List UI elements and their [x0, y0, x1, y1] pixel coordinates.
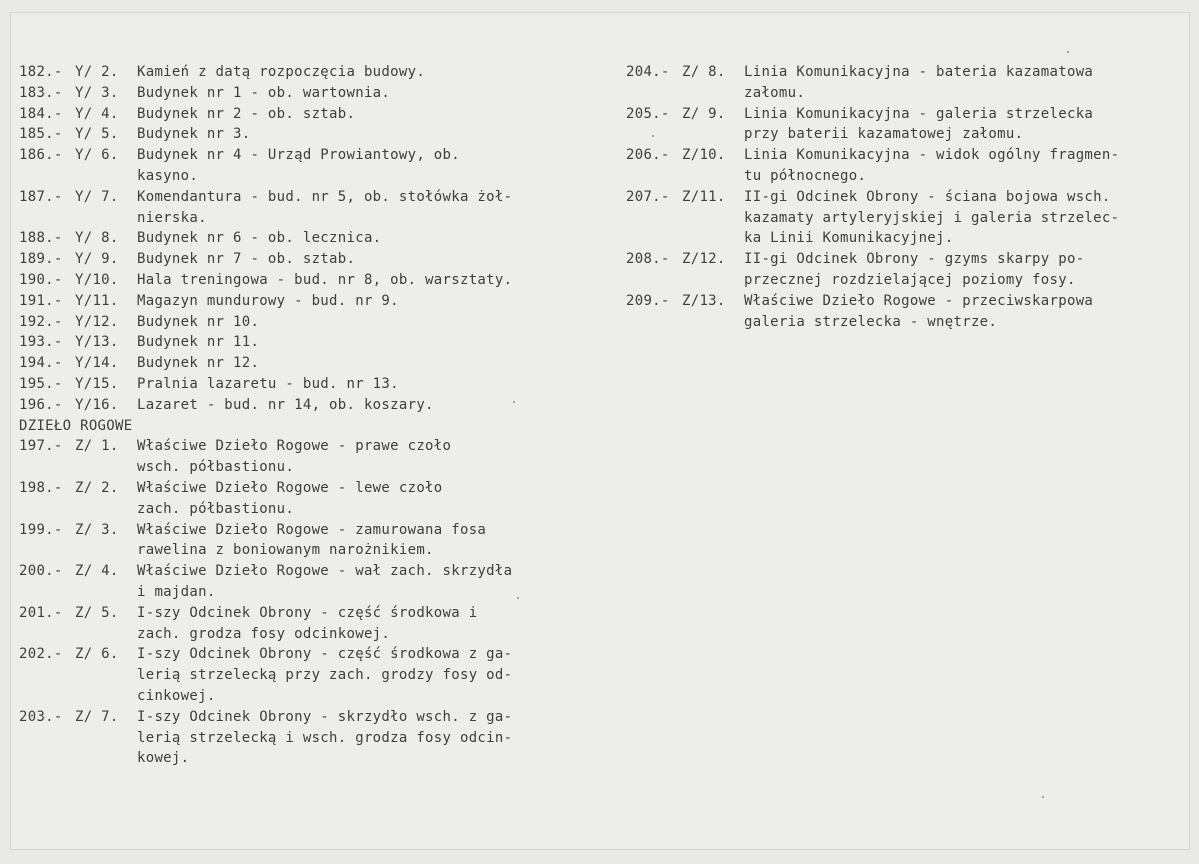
description-line: I-szy Odcinek Obrony - skrzydło wsch. z ga-	[137, 708, 513, 725]
entry-number: 184.-	[19, 105, 63, 122]
entry-code: Y/ 4.	[75, 105, 119, 122]
entry-code: Z/11.	[682, 188, 726, 205]
description-line: Właściwe Dzieło Rogowe - lewe czoło	[137, 479, 443, 496]
list-entry	[19, 603, 599, 645]
description-line: zach. półbastionu.	[137, 500, 295, 517]
list-entry	[626, 187, 1186, 249]
entry-number: 204.-	[626, 64, 670, 80]
entry-code: Y/ 5.	[75, 126, 119, 143]
entry-description	[137, 561, 599, 603]
list-entry	[626, 291, 1186, 333]
description-line: kasyno.	[137, 167, 199, 184]
entry-description	[137, 187, 599, 229]
description-line: Budynek nr 3.	[137, 126, 251, 143]
description-line: Budynek nr 12.	[137, 355, 260, 372]
entry-description	[137, 249, 599, 270]
section-heading: DZIEŁO ROGOWE	[19, 417, 133, 434]
entry-description	[137, 707, 599, 769]
entry-number: 206.-	[626, 147, 670, 164]
description-line: Właściwe Dzieło Rogowe - przeciwskarpowa	[744, 292, 1094, 309]
entry-description	[137, 520, 599, 562]
list-entry	[19, 707, 599, 769]
description-line: Linia Komunikacyjna - bateria kazamatowa	[744, 64, 1094, 80]
entry-number: 188.-	[19, 230, 63, 247]
entry-description	[744, 291, 1186, 333]
list-entry	[626, 249, 1186, 291]
description-line: rawelina z boniowanym narożnikiem.	[137, 542, 434, 559]
entry-description	[744, 249, 1186, 291]
entry-code: Y/13.	[75, 334, 119, 351]
entry-description	[137, 291, 599, 312]
entry-code: Z/10.	[682, 147, 726, 164]
scan-speck	[1067, 51, 1069, 53]
list-entry	[19, 561, 599, 603]
entry-description	[137, 312, 599, 333]
entry-number: 192.-	[19, 313, 63, 330]
list-entry	[19, 291, 599, 312]
entry-number: 190.-	[19, 271, 63, 288]
entry-number: 208.-	[626, 251, 670, 268]
entry-code: Z/13.	[682, 292, 726, 309]
entry-code: Z/ 7.	[75, 708, 119, 725]
list-entry	[19, 83, 599, 104]
list-entry	[19, 104, 599, 125]
list-entry	[19, 395, 599, 416]
list-entry	[19, 187, 599, 229]
entry-code: Z/ 6.	[75, 646, 119, 663]
entry-description	[137, 145, 599, 187]
description-line: zach. grodza fosy odcinkowej.	[137, 625, 391, 642]
description-line: Budynek nr 4 - Urząd Prowiantowy, ob.	[137, 147, 460, 164]
entry-description	[744, 104, 1186, 146]
description-line: Budynek nr 11.	[137, 334, 260, 351]
list-entry	[19, 270, 599, 291]
description-line: II-gi Odcinek Obrony - gzyms skarpy po-	[744, 251, 1085, 268]
entry-number: 182.-	[19, 64, 63, 80]
entry-code: Y/10.	[75, 271, 119, 288]
list-entry	[19, 353, 599, 374]
description-line: I-szy Odcinek Obrony - część środkowa i	[137, 604, 478, 621]
entry-code: Z/ 8.	[682, 64, 726, 80]
entry-code: Z/ 2.	[75, 479, 119, 496]
entry-description	[137, 332, 599, 353]
description-line: Hala treningowa - bud. nr 8, ob. warsztaty.	[137, 271, 513, 288]
entry-description	[137, 436, 599, 478]
entry-number: 186.-	[19, 147, 63, 164]
left-column	[19, 62, 599, 769]
entry-number: 187.-	[19, 188, 63, 205]
description-line: Kamień z datą rozpoczęcia budowy.	[137, 64, 426, 80]
description-line: galeria strzelecka - wnętrze.	[744, 313, 998, 330]
entry-number: 189.-	[19, 251, 63, 268]
entry-list-z	[19, 436, 599, 769]
entry-number: 201.-	[19, 604, 63, 621]
description-line: Magazyn mundurowy - bud. nr 9.	[137, 292, 399, 309]
entry-code: Y/14.	[75, 355, 119, 372]
entry-number: 209.-	[626, 292, 670, 309]
list-entry	[19, 478, 599, 520]
entry-number: 196.-	[19, 396, 63, 413]
entry-description	[744, 187, 1186, 249]
entry-code: Y/ 2.	[75, 64, 119, 80]
entry-code: Y/12.	[75, 313, 119, 330]
description-line: i majdan.	[137, 583, 216, 600]
list-entry	[19, 436, 599, 478]
description-line: Linia Komunikacyjna - widok ogólny fragmen-	[744, 147, 1120, 164]
entry-code: Y/ 8.	[75, 230, 119, 247]
entry-number: 185.-	[19, 126, 63, 143]
list-entry	[626, 104, 1186, 146]
entry-code: Z/ 9.	[682, 105, 726, 122]
description-line: Budynek nr 2 - ob. sztab.	[137, 105, 356, 122]
entry-description	[137, 104, 599, 125]
entry-number: 194.-	[19, 355, 63, 372]
description-line: Właściwe Dzieło Rogowe - wał zach. skrzydła	[137, 563, 513, 580]
description-line: lerią strzelecką i wsch. grodza fosy odcin-	[137, 729, 513, 746]
entry-description	[137, 228, 599, 249]
entry-number: 197.-	[19, 438, 63, 455]
entry-number: 205.-	[626, 105, 670, 122]
list-entry	[626, 145, 1186, 187]
entry-code: Y/11.	[75, 292, 119, 309]
entry-number: 195.-	[19, 375, 63, 392]
description-line: przy baterii kazamatowej załomu.	[744, 126, 1024, 143]
description-line: Budynek nr 1 - ob. wartownia.	[137, 84, 391, 101]
entry-description	[137, 124, 599, 145]
entry-number: 193.-	[19, 334, 63, 351]
description-line: Komendantura - bud. nr 5, ob. stołówka żoł-	[137, 188, 513, 205]
entry-description	[137, 644, 599, 706]
entry-code: Y/15.	[75, 375, 119, 392]
entry-number: 198.-	[19, 479, 63, 496]
description-line: nierska.	[137, 209, 207, 226]
description-line: Lazaret - bud. nr 14, ob. koszary.	[137, 396, 434, 413]
list-entry	[19, 312, 599, 333]
entry-list-z-continued	[626, 62, 1186, 332]
description-line: Właściwe Dzieło Rogowe - prawe czoło	[137, 438, 452, 455]
entry-description	[137, 83, 599, 104]
description-line: wsch. półbastionu.	[137, 459, 295, 476]
entry-description	[137, 395, 599, 416]
list-entry	[19, 124, 599, 145]
list-entry	[19, 332, 599, 353]
list-entry	[19, 228, 599, 249]
entry-list-y	[19, 62, 599, 416]
list-entry	[626, 62, 1186, 104]
list-entry	[19, 644, 599, 706]
description-line: ka Linii Komunikacyjnej.	[744, 230, 954, 247]
entry-number: 203.-	[19, 708, 63, 725]
entry-code: Y/ 7.	[75, 188, 119, 205]
entry-code: Z/12.	[682, 251, 726, 268]
description-line: załomu.	[744, 84, 806, 101]
entry-number: 183.-	[19, 84, 63, 101]
entry-code: Z/ 4.	[75, 563, 119, 580]
entry-number: 207.-	[626, 188, 670, 205]
description-line: przecznej rozdzielającej poziomy fosy.	[744, 271, 1076, 288]
entry-description	[137, 603, 599, 645]
description-line: kowej.	[137, 750, 190, 767]
right-column	[626, 62, 1186, 332]
description-line: Budynek nr 10.	[137, 313, 260, 330]
entry-code: Z/ 5.	[75, 604, 119, 621]
entry-description	[744, 145, 1186, 187]
entry-number: 202.-	[19, 646, 63, 663]
entry-description	[137, 270, 599, 291]
entry-description	[744, 62, 1186, 104]
entry-code: Z/ 1.	[75, 438, 119, 455]
description-line: Właściwe Dzieło Rogowe - zamurowana fosa	[137, 521, 487, 538]
entry-number: 191.-	[19, 292, 63, 309]
description-line: tu północnego.	[744, 167, 867, 184]
scan-speck	[652, 135, 654, 137]
description-line: II-gi Odcinek Obrony - ściana bojowa wsch.	[744, 188, 1111, 205]
scan-speck	[513, 401, 515, 403]
description-line: lerią strzelecką przy zach. grodzy fosy od-	[137, 667, 513, 684]
entry-description	[137, 62, 599, 83]
entry-number: 199.-	[19, 521, 63, 538]
scan-speck	[517, 597, 519, 599]
description-line: kazamaty artyleryjskiej i galeria strzelec-	[744, 209, 1120, 226]
entry-description	[137, 353, 599, 374]
entry-code: Y/ 6.	[75, 147, 119, 164]
entry-number: 200.-	[19, 563, 63, 580]
description-line: Pralnia lazaretu - bud. nr 13.	[137, 375, 399, 392]
entry-description	[137, 374, 599, 395]
description-line: cinkowej.	[137, 687, 216, 704]
entry-code: Y/ 9.	[75, 251, 119, 268]
description-line: Budynek nr 7 - ob. sztab.	[137, 251, 356, 268]
list-entry	[19, 249, 599, 270]
entry-code: Y/ 3.	[75, 84, 119, 101]
description-line: Linia Komunikacyjna - galeria strzelecka	[744, 105, 1094, 122]
scan-speck	[1042, 796, 1044, 798]
entry-description	[137, 478, 599, 520]
entry-code: Z/ 3.	[75, 521, 119, 538]
description-line: Budynek nr 6 - ob. lecznica.	[137, 230, 382, 247]
description-line: I-szy Odcinek Obrony - część środkowa z ga-	[137, 646, 513, 663]
list-entry	[19, 145, 599, 187]
list-entry	[19, 520, 599, 562]
entry-code: Y/16.	[75, 396, 119, 413]
list-entry	[19, 62, 599, 83]
list-entry	[19, 374, 599, 395]
